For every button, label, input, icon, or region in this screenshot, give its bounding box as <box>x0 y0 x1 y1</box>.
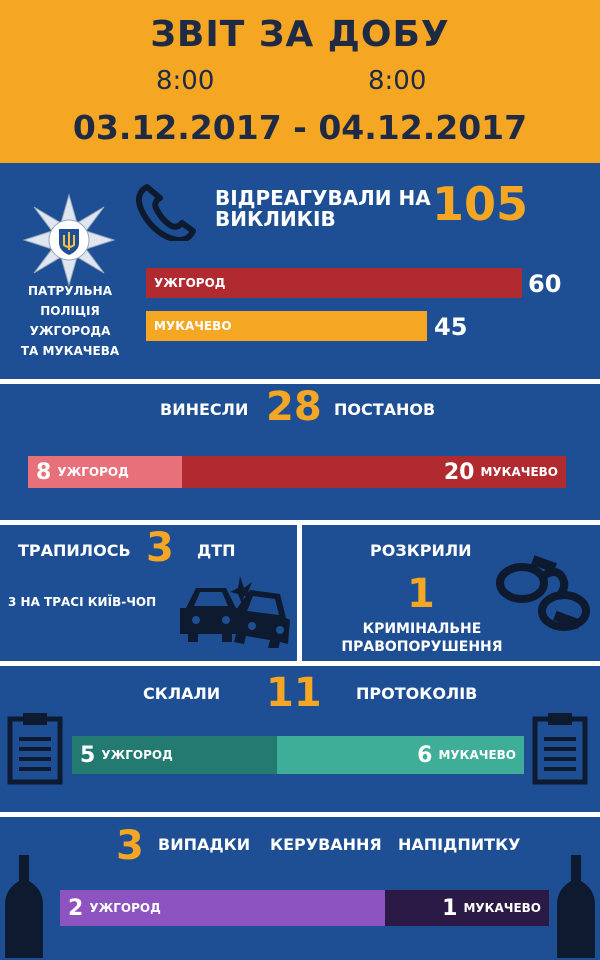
drunk-uzhhorod-label: УЖГОРОД <box>89 901 161 915</box>
protocols-uzhhorod-value: 5 <box>80 742 96 768</box>
handcuffs-icon <box>492 555 596 635</box>
report-title: ЗВІТ ЗА ДОБУ <box>150 14 450 55</box>
decisions-uzhhorod-label: УЖГОРОД <box>57 465 129 479</box>
time-from: 8:00 <box>156 66 215 96</box>
calls-title-line1: ВІДРЕАГУВАЛИ НА <box>215 186 431 210</box>
badge-label-line: ТА МУКАЧЕВА <box>20 344 120 358</box>
protocols-total: 11 <box>266 670 322 716</box>
badge-label-line: ПОЛІЦІЯ <box>40 304 100 318</box>
drunk-uzhhorod-bar <box>60 890 385 926</box>
drunk-mukachevo-bar <box>385 890 549 926</box>
decisions-total: 28 <box>266 384 322 430</box>
badge-label-line: ПАТРУЛЬНА <box>27 284 112 298</box>
drunk-mukachevo-label: МУКАЧЕВО <box>463 901 541 915</box>
calls-uzhhorod-bar <box>146 268 522 298</box>
time-to: 8:00 <box>368 66 427 96</box>
calls-mukachevo-label: МУКАЧЕВО <box>154 319 232 333</box>
calls-section <box>0 163 600 379</box>
drunk-word3: НАПІДПИТКУ <box>398 835 521 854</box>
drunk-word1: ВИПАДКИ <box>158 835 251 854</box>
accidents-total: 3 <box>146 525 174 571</box>
calls-mukachevo-value: 45 <box>434 313 468 341</box>
badge-label <box>10 281 130 361</box>
decisions-mukachevo-value: 20 <box>443 459 475 485</box>
decisions-mukachevo-bar <box>182 456 566 488</box>
protocols-section <box>0 666 600 812</box>
calls-uzhhorod-label: УЖГОРОД <box>154 276 226 290</box>
car-crash-icon <box>180 570 294 648</box>
crimes-section <box>302 525 600 661</box>
crimes-line2: ПРАВОПОРУШЕННЯ <box>341 639 503 655</box>
clipboard-icon <box>7 711 63 785</box>
protocols-mukachevo-value: 6 <box>417 742 433 768</box>
accidents-note: 3 НА ТРАСІ КИЇВ-ЧОП <box>8 595 157 609</box>
drunk-word2: КЕРУВАННЯ <box>270 835 382 854</box>
protocols-mukachevo-label: МУКАЧЕВО <box>438 748 516 762</box>
calls-total: 105 <box>432 177 529 231</box>
drunk-total: 3 <box>116 823 144 869</box>
protocols-prefix: СКЛАЛИ <box>143 684 221 703</box>
decisions-mukachevo-label: МУКАЧЕВО <box>480 465 558 479</box>
header <box>0 0 600 163</box>
drunk-uzhhorod-value: 2 <box>68 895 84 921</box>
decisions-uzhhorod-bar <box>28 456 182 488</box>
police-star-icon <box>22 193 116 287</box>
bottle-icon <box>556 855 596 958</box>
protocols-uzhhorod-bar <box>72 736 277 774</box>
calls-uzhhorod-value: 60 <box>528 270 562 298</box>
protocols-mukachevo-bar <box>277 736 524 774</box>
drunk-mukachevo-value: 1 <box>442 895 458 921</box>
crimes-title: РОЗКРИЛИ <box>370 541 472 560</box>
crimes-line1: КРИМІНАЛЬНЕ <box>362 621 482 637</box>
calls-mukachevo-bar <box>146 311 427 341</box>
protocols-suffix: ПРОТОКОЛІВ <box>356 684 478 703</box>
protocols-uzhhorod-label: УЖГОРОД <box>101 748 173 762</box>
decisions-section <box>0 384 600 520</box>
crimes-total: 1 <box>407 571 435 617</box>
phone-icon <box>133 181 201 241</box>
decisions-suffix: ПОСТАНОВ <box>334 400 436 419</box>
calls-title-line2: ВИКЛИКІВ <box>215 207 336 231</box>
report-dates: 03.12.2017 - 04.12.2017 <box>72 108 528 147</box>
decisions-uzhhorod-value: 8 <box>36 459 52 485</box>
accidents-section <box>0 525 297 661</box>
bottle-icon <box>4 855 44 958</box>
accidents-suffix: ДТП <box>197 541 236 560</box>
decisions-prefix: ВИНЕСЛИ <box>160 400 249 419</box>
drunk-section <box>0 817 600 960</box>
badge-label-line: УЖГОРОДА <box>29 324 111 338</box>
accidents-prefix: ТРАПИЛОСЬ <box>18 541 131 560</box>
clipboard-icon <box>532 711 588 785</box>
calls-title <box>215 188 431 230</box>
